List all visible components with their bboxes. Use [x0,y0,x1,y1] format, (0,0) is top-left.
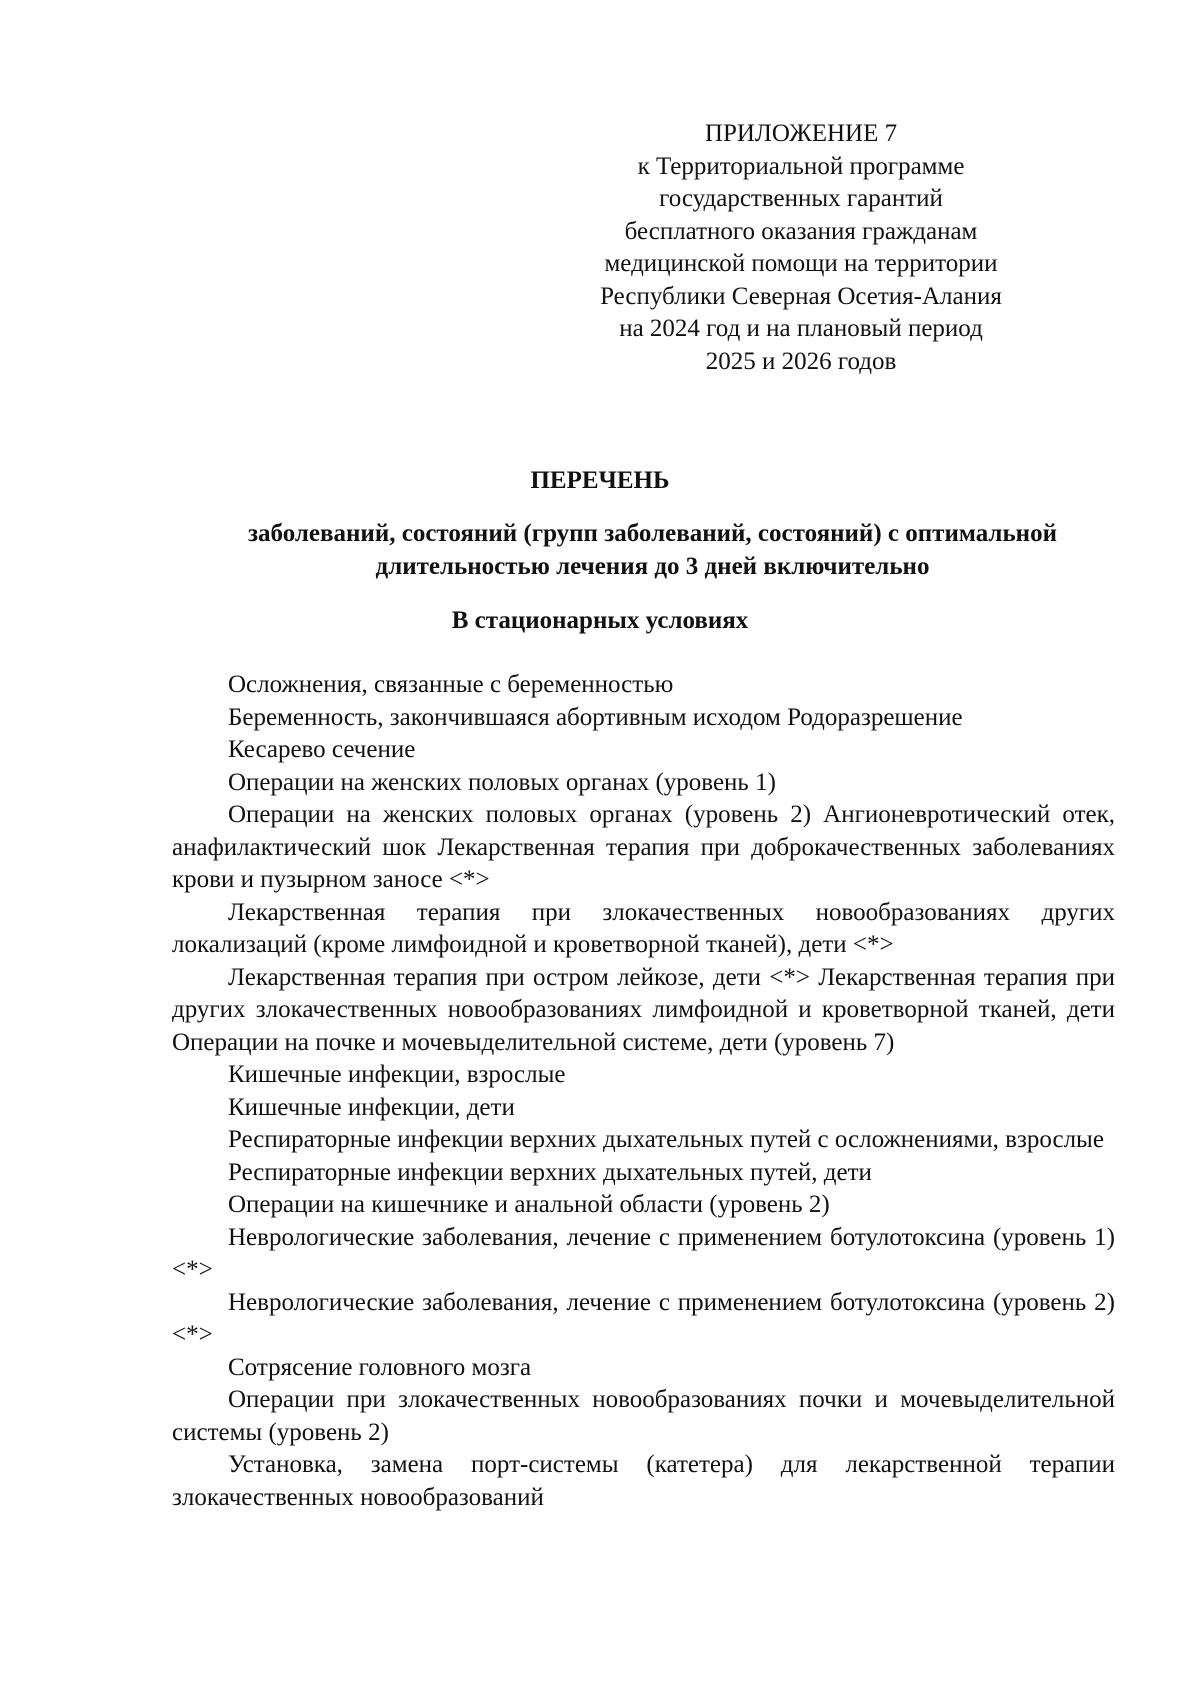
list-item: Операции на кишечнике и анальной области (уровень 2) [228,1191,830,1218]
appendix-line: 2025 и 2026 годов [705,347,897,375]
document-subtitle [190,518,1115,583]
document-title: ПЕРЕЧЕНЬ [530,467,670,494]
section-heading: В стационарных условиях [451,607,749,634]
list-item: Операции на женских половых органах (уровень 1) [228,768,776,796]
list-item: Лекарственная терапия при остром лейкозе, дети <*> Лекарственная терапия при других злокачественных новообразованиях лимфоидной и кроветворной тканей, дети Операции на почке и мочевыделительной системе, дети (уровень 7) [172,963,1115,1056]
list-item: Неврологические заболевания, лечение с применением ботулотоксина (уровень 2) <*> [172,1288,1115,1348]
list-item: Сотрясение головного мозга [228,1353,532,1381]
subtitle-line: заболеваний, состояний (групп заболеваний, состояний) с оптимальной [248,520,1057,547]
appendix-header [555,118,1047,378]
list-item: Кишечные инфекции, взрослые [228,1061,566,1088]
appendix-line: медицинской помощи на территории [604,250,998,277]
conditions-list [172,669,1115,1514]
appendix-line: к Территориальной программе [637,152,965,180]
appendix-line: государственных гарантий [659,185,943,212]
list-item: Респираторные инфекции верхних дыхательных путей с осложнениями, взрослые [228,1126,1104,1153]
subtitle-line: длительностью лечения до 3 дней включительно [375,552,930,580]
appendix-line: ПРИЛОЖЕНИЕ 7 [704,120,898,147]
list-item: Установка, замена порт-системы (катетера) для лекарственной терапии злокачественных новообразований [172,1451,1115,1511]
appendix-line: на 2024 год и на плановый период [619,315,983,342]
list-item: Респираторные инфекции верхних дыхательных путей, дети [228,1158,872,1186]
list-item: Операции при злокачественных новообразованиях почки и мочевыделительной системы (уровень 2) [172,1386,1115,1446]
appendix-line: Республики Северная Осетия-Алания [600,282,1002,310]
list-item: Кесарево сечение [228,736,416,763]
list-item: Операции на женских половых органах (уровень 2) Ангионевротический отек, анафилактический шок Лекарственная терапия при доброкачественных заболеваниях крови и пузырном заносе <*> [172,801,1115,893]
appendix-line: бесплатного оказания гражданам [624,217,978,245]
list-item: Неврологические заболевания, лечение с применением ботулотоксина (уровень 1) <*> [172,1223,1115,1283]
list-item: Осложнения, связанные с беременностью [228,671,674,698]
list-item: Лекарственная терапия при злокачественных новообразованиях других локализаций (кроме лимфоидной и кроветворной тканей), дети <*> [172,898,1115,958]
list-item: Кишечные инфекции, дети [228,1093,515,1121]
list-item: Беременность, закончившаяся абортивным исходом Родоразрешение [228,703,963,731]
